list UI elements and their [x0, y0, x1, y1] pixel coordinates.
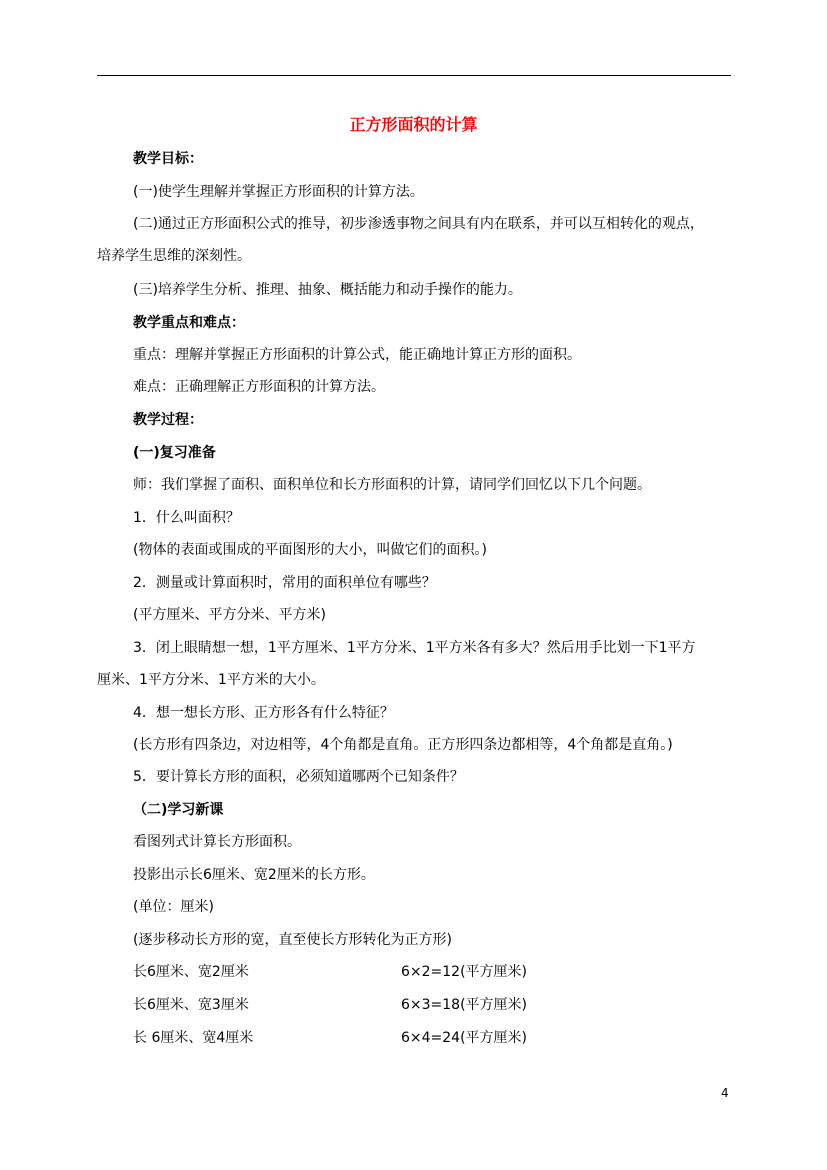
document-title: 正方形面积的计算 — [349, 115, 478, 134]
answer-1: (物体的表面或围成的平面图形的大小，叫做它们的面积。) — [133, 542, 487, 558]
goal-1: (一)使学生理解并掌握正方形面积的计算方法。 — [133, 184, 424, 200]
calc-row-3-formula: 6×4=24(平方厘米) — [401, 1030, 528, 1046]
move-note: (逐步移动长方形的宽，直至使长方形转化为正方形) — [133, 932, 452, 948]
goal-2-line-2: 培养学生思维的深刻性。 — [97, 248, 251, 264]
question-3-line-1: 3．闭上眼睛想一想，1平方厘米、1平方分米、1平方米各有多大？然后用手比划一下1平方 — [133, 640, 696, 656]
question-3-line-2: 厘米、1平方分米、1平方米的大小。 — [97, 672, 325, 688]
teacher-intro: 师：我们掌握了面积、面积单位和长方形面积的计算，请同学们回忆以下几个问题。 — [133, 477, 651, 493]
calc-row-2-formula: 6×3=18(平方厘米) — [401, 997, 528, 1013]
question-4: 4．想一想长方形、正方形各有什么特征？ — [133, 705, 394, 721]
header-rule — [97, 75, 731, 76]
process-heading: 教学过程： — [133, 412, 203, 428]
calc-row-1-formula: 6×2=12(平方厘米) — [401, 964, 528, 980]
goal-2-line-1: (二)通过正方形面积公式的推导，初步渗透事物之间具有内在联系，并可以互相转化的观点， — [133, 216, 704, 232]
answer-2: (平方厘米、平方分米、平方米) — [133, 607, 326, 623]
page-number: 4 — [721, 1086, 729, 1100]
review-heading: (一)复习准备 — [133, 445, 216, 461]
goal-3: (三)培养学生分析、推理、抽象、概括能力和动手操作的能力。 — [133, 282, 522, 298]
new-lesson-2: 投影出示长6厘米、宽2厘米的长方形。 — [133, 867, 375, 883]
goal-heading: 教学目标： — [133, 151, 203, 167]
new-lesson-heading: （二)学习新课 — [133, 802, 224, 818]
unit-note: (单位：厘米) — [133, 899, 214, 915]
difficult-point: 难点：正确理解正方形面积的计算方法。 — [133, 379, 385, 395]
key-point: 重点：理解并掌握正方形面积的计算公式，能正确地计算正方形的面积。 — [133, 347, 581, 363]
key-heading: 教学重点和难点： — [133, 315, 245, 331]
answer-4: (长方形有四条边，对边相等，4个角都是直角。正方形四条边都相等，4个角都是直角。) — [133, 737, 673, 753]
question-5: 5．要计算长方形的面积，必须知道哪两个已知条件？ — [133, 769, 464, 785]
calc-row-2-dims: 长6厘米、宽3厘米 — [133, 997, 249, 1013]
calc-row-3-dims: 长 6厘米、宽4厘米 — [133, 1030, 254, 1046]
question-1: 1．什么叫面积？ — [133, 510, 240, 526]
calc-row-1-dims: 长6厘米、宽2厘米 — [133, 964, 249, 980]
new-lesson-1: 看图列式计算长方形面积。 — [133, 834, 301, 850]
question-2: 2．测量或计算面积时，常用的面积单位有哪些？ — [133, 575, 436, 591]
